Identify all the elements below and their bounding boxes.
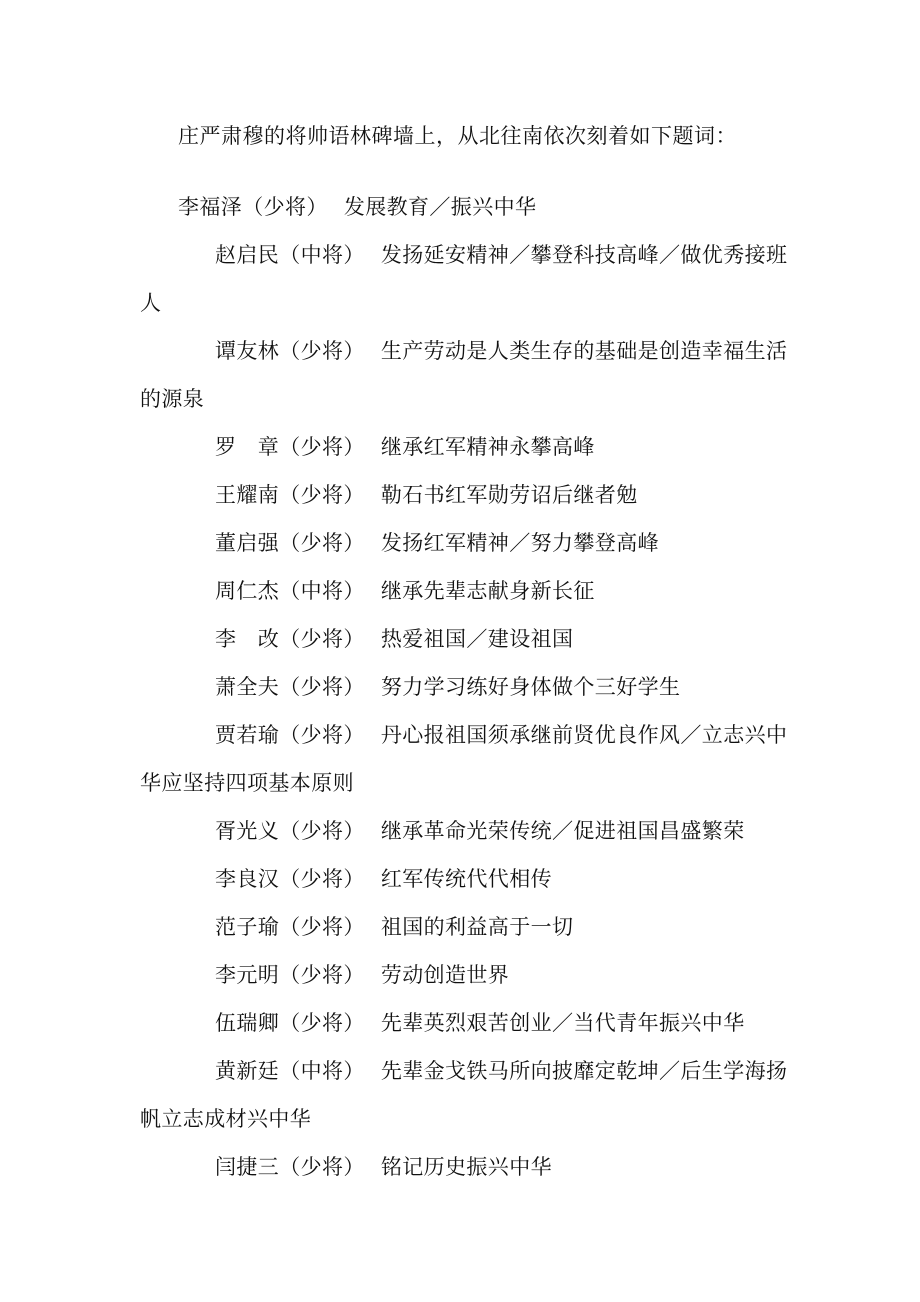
general-rank: （少将） [279,1155,365,1179]
intro-paragraph: 庄严肃穆的将帅语林碑墙上，从北往南依次刻着如下题词： [178,124,737,148]
general-rank: （少将） [279,915,365,939]
inscription-entry [140,183,800,231]
inscription-entry [140,327,800,423]
inscription-entry [140,663,800,711]
inscription-text: 继承先辈志献身新长征 [380,579,595,603]
general-rank: （中将） [279,1059,365,1083]
general-name: 胥光义 [215,819,280,843]
general-rank: （少将） [279,531,365,555]
general-rank: （少将） [279,435,365,459]
general-rank: （少将） [279,675,365,699]
general-name: 谭友林 [215,339,280,363]
inscription-text: 继承革命光荣传统／促进祖国昌盛繁荣 [380,819,745,843]
general-name: 王耀南 [215,483,280,507]
inscription-text: 努力学习练好身体做个三好学生 [380,675,681,699]
inscription-entry [140,519,800,567]
general-name: 伍瑞卿 [215,1011,280,1035]
general-name: 赵启民 [215,243,280,267]
inscription-text: 丹心报祖国须承继前贤优良作风／立志兴中华应坚持四项基本原则 [140,723,788,795]
inscription-text: 生产劳动是人类生存的基础是创造幸福生活的源泉 [140,339,788,411]
general-rank: （少将） [242,195,328,219]
inscription-entry [140,855,800,903]
inscription-text: 先辈金戈铁马所向披靡定乾坤／后生学海扬帆立志成材兴中华 [140,1059,788,1131]
general-rank: （少将） [279,723,365,747]
inscription-text: 继承红军精神永攀高峰 [380,435,595,459]
general-name: 周仁杰 [215,579,280,603]
inscription-entry [140,423,800,471]
inscription-entry [140,999,800,1047]
inscription-entry [140,951,800,999]
general-rank: （少将） [279,483,365,507]
inscription-text: 祖国的利益高于一切 [380,915,574,939]
inscription-text: 红军传统代代相传 [380,867,553,891]
inscription-entry [140,471,800,519]
inscription-text: 先辈英烈艰苦创业／当代青年振兴中华 [380,1011,745,1035]
inscription-list [140,183,800,1191]
general-name: 李福泽 [178,195,243,219]
general-rank: （少将） [279,339,365,363]
inscription-entry [140,1047,800,1143]
inscription-entry [140,615,800,663]
general-name: 李 改 [215,627,280,651]
general-name: 董启强 [215,531,280,555]
general-rank: （少将） [279,819,365,843]
inscription-entry [140,807,800,855]
inscription-entry [140,567,800,615]
inscription-text: 发扬延安精神／攀登科技高峰／做优秀接班人 [140,243,788,315]
general-rank: （少将） [279,867,365,891]
general-name: 李元明 [215,963,280,987]
inscription-entry [140,231,800,327]
general-name: 贾若瑜 [215,723,280,747]
general-rank: （中将） [279,243,365,267]
general-rank: （少将） [279,1011,365,1035]
inscription-text: 铭记历史振兴中华 [380,1155,553,1179]
general-name: 萧全夫 [215,675,280,699]
inscription-entry [140,1143,800,1191]
inscription-text: 发扬红军精神／努力攀登高峰 [380,531,660,555]
general-name: 罗 章 [215,435,280,459]
general-name: 闫捷三 [215,1155,280,1179]
general-name: 李良汉 [215,867,280,891]
inscription-text: 劳动创造世界 [380,963,510,987]
inscription-entry [140,903,800,951]
general-rank: （少将） [279,963,365,987]
general-rank: （中将） [279,579,365,603]
inscription-text: 发展教育／振兴中华 [343,195,537,219]
general-name: 黄新廷 [215,1059,280,1083]
inscription-text: 勒石书红军勋劳诏后继者勉 [380,483,638,507]
general-rank: （少将） [279,627,365,651]
inscription-text: 热爱祖国／建设祖国 [380,627,574,651]
general-name: 范子瑜 [215,915,280,939]
inscription-entry [140,711,800,807]
